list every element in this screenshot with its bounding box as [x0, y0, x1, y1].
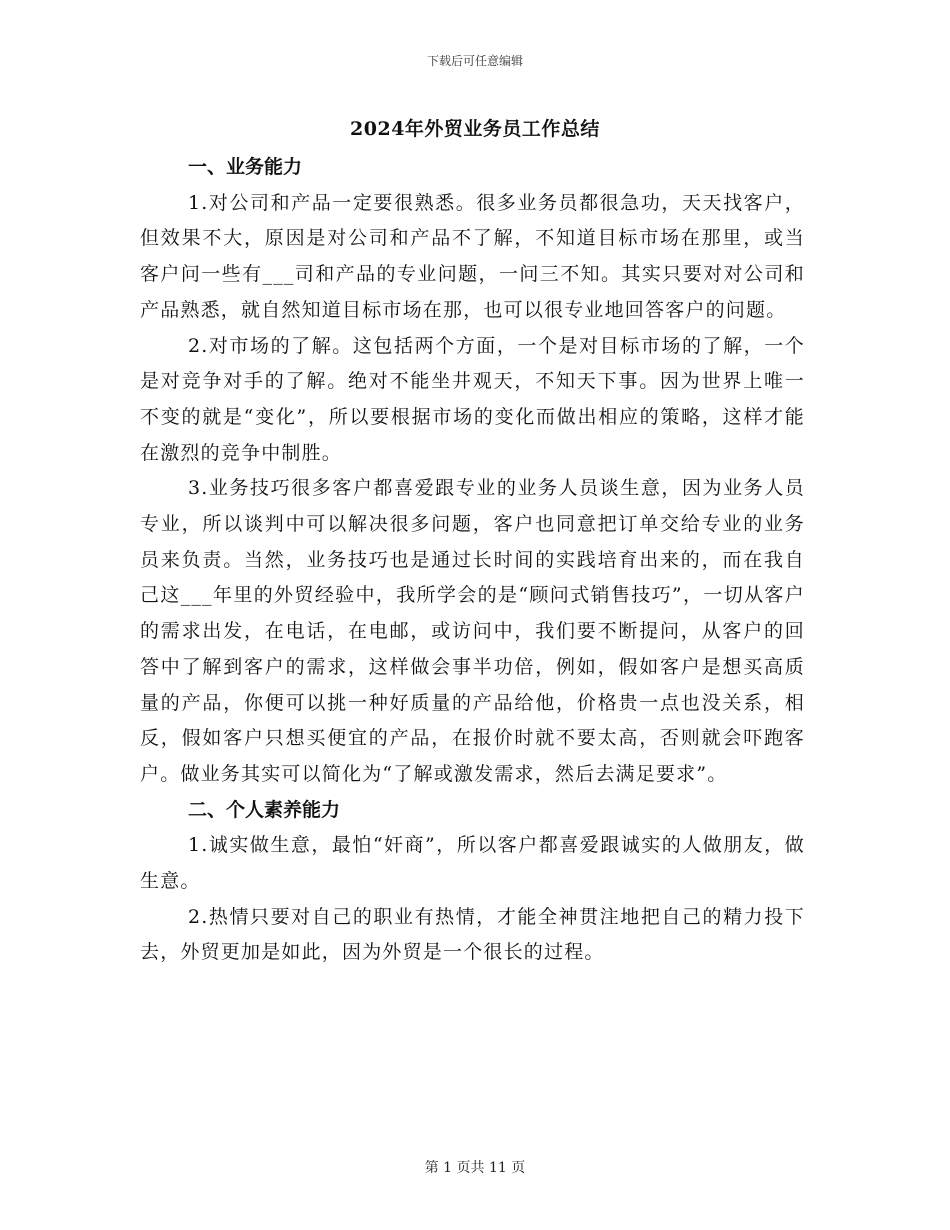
paragraph-passion: 2.热情只要对自己的职业有热情，才能全神贯注地把自己的精力投下去，外贸更加是如此，因为外贸是一个很长的过程。 — [140, 905, 805, 964]
paragraph-business-skills: 3.业务技巧很多客户都喜爱跟专业的业务人员谈生意，因为业务人员专业，所以谈判中可以解决很多问题，客户也同意把订单交给专业的业务员来负责。当然，业务技巧也是通过长时间的实践培育出来的，而在我自己这___年里的外贸经验中，我所学会的是“顾问式销售技巧”，一切从客户的需求出发，在电话，在电邮，或访问中，我们要不断提问，从客户的回答中了解到客户的需求，这样做会事半功倍，例如，假如客户是想买高质量的产品，你便可以挑一种好质量的产品给他，价格贵一点也没关系，相反，假如客户只想买便宜的产品，在报价时就不要太高，否则就会吓跑客户。做业务其实可以简化为“了解或激发需求，然后去满足要求”。 — [140, 477, 805, 785]
page-number-footer: 第 1 页共 11 页 — [424, 1160, 526, 1176]
document-title: 2024年外贸业务员工作总结 — [350, 118, 600, 140]
section-heading-business-ability: 一、业务能力 — [188, 156, 303, 178]
paragraph-honesty: 1.诚实做生意，最怕“奸商”，所以客户都喜爱跟诚实的人做朋友，做生意。 — [140, 834, 805, 893]
paragraph-market-understanding: 2.对市场的了解。这包括两个方面，一个是对目标市场的了解，一个是对竞争对手的了解。绝对不能坐井观天，不知天下事。因为世界上唯一不变的就是“变化”，所以要根据市场的变化而做出相应的策略，这样才能在激烈的竞争中制胜。 — [140, 334, 805, 464]
page-header-note: 下载后可任意编辑 — [426, 54, 523, 68]
paragraph-company-product-knowledge: 1.对公司和产品一定要很熟悉。很多业务员都很急功，天天找客户，但效果不大，原因是对公司和产品不了解，不知道目标市场在那里，或当客户问一些有___司和产品的专业问题，一问三不知。其实只要对对公司和产品熟悉，就自然知道目标市场在那，也可以很专业地回答客户的问题。 — [140, 191, 805, 321]
document-body — [140, 150, 805, 971]
section-heading-personal-qualities: 二、个人素养能力 — [188, 798, 341, 821]
